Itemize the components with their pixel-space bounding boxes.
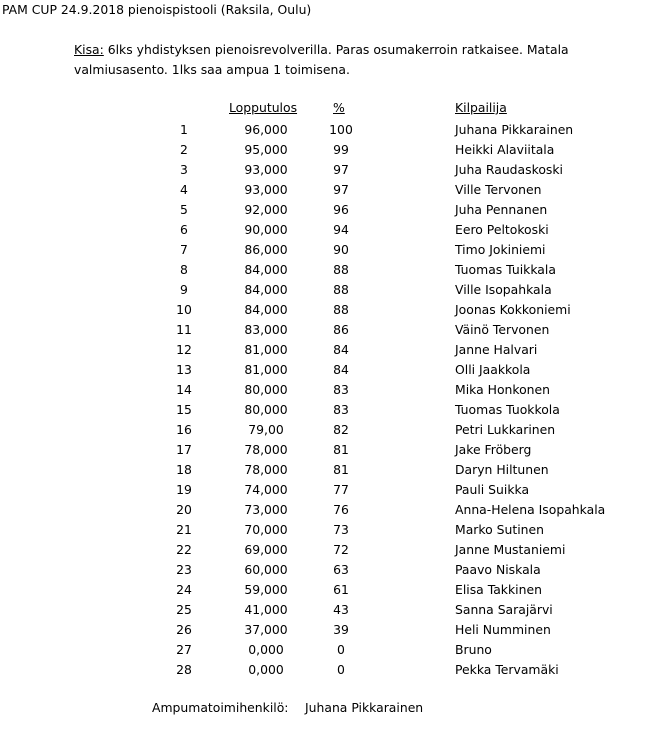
result-score: 93,000 (244, 182, 288, 197)
result-competitor-name: Pauli Suikka (455, 482, 530, 497)
result-rank: 9 (180, 282, 188, 297)
result-percent: 82 (333, 422, 349, 437)
result-row (0, 440, 669, 460)
result-competitor-name: Mika Honkonen (455, 382, 551, 397)
result-rank: 13 (176, 362, 192, 377)
result-rank: 1 (180, 122, 188, 137)
result-row (0, 460, 669, 480)
result-row (0, 180, 669, 200)
result-rank: 3 (180, 162, 188, 177)
result-competitor-name: Bruno (455, 642, 492, 657)
result-competitor-name: Timo Jokiniemi (455, 242, 546, 257)
result-rank: 28 (176, 662, 192, 677)
result-percent: 88 (333, 302, 349, 317)
result-competitor-name: Petri Lukkarinen (455, 422, 556, 437)
result-percent: 39 (333, 622, 349, 637)
result-row (0, 480, 669, 500)
result-competitor-name: Väinö Tervonen (455, 322, 550, 337)
result-row (0, 120, 669, 140)
result-percent: 77 (333, 482, 349, 497)
result-rank: 12 (176, 342, 192, 357)
result-percent: 88 (333, 262, 349, 277)
result-rank: 22 (176, 542, 192, 557)
result-score: 96,000 (244, 122, 288, 137)
result-percent: 100 (329, 122, 353, 137)
result-row (0, 640, 669, 660)
page-title: PAM CUP 24.9.2018 pienoispistooli (Raksila, Oulu) (2, 2, 312, 17)
result-score: 70,000 (244, 522, 288, 537)
result-rank: 5 (180, 202, 188, 217)
result-competitor-name: Juhana Pikkarainen (455, 122, 574, 137)
result-score: 80,000 (244, 382, 288, 397)
result-percent: 84 (333, 362, 349, 377)
result-score: 84,000 (244, 262, 288, 277)
result-score: 81,000 (244, 362, 288, 377)
result-percent: 84 (333, 342, 349, 357)
result-score: 78,000 (244, 462, 288, 477)
result-percent: 94 (333, 222, 349, 237)
result-row (0, 220, 669, 240)
result-percent: 81 (333, 442, 349, 457)
result-row (0, 540, 669, 560)
result-row (0, 260, 669, 280)
result-score: 0,000 (248, 662, 284, 677)
result-percent: 72 (333, 542, 349, 557)
result-percent: 83 (333, 402, 349, 417)
result-competitor-name: Joonas Kokkoniemi (455, 302, 571, 317)
result-score: 93,000 (244, 162, 288, 177)
result-row (0, 420, 669, 440)
column-header-competitor: Kilpailija (455, 100, 507, 115)
result-competitor-name: Heli Numminen (455, 622, 551, 637)
result-competitor-name: Tuomas Tuikkala (455, 262, 556, 277)
result-competitor-name: Janne Mustaniemi (455, 542, 566, 557)
result-score: 95,000 (244, 142, 288, 157)
result-rank: 26 (176, 622, 192, 637)
result-competitor-name: Heikki Alaviitala (455, 142, 555, 157)
result-score: 80,000 (244, 402, 288, 417)
result-competitor-name: Olli Jaakkola (455, 362, 531, 377)
result-row (0, 320, 669, 340)
result-row (0, 660, 669, 680)
result-competitor-name: Ville Tervonen (455, 182, 542, 197)
result-row (0, 340, 669, 360)
result-rank: 11 (176, 322, 192, 337)
result-competitor-name: Elisa Takkinen (455, 582, 542, 597)
result-rank: 16 (176, 422, 192, 437)
result-rank: 2 (180, 142, 188, 157)
result-competitor-name: Juha Raudaskoski (455, 162, 563, 177)
result-percent: 63 (333, 562, 349, 577)
result-percent: 90 (333, 242, 349, 257)
result-competitor-name: Anna-Helena Isopahkala (455, 502, 606, 517)
result-score: 90,000 (244, 222, 288, 237)
result-score: 69,000 (244, 542, 288, 557)
result-percent: 96 (333, 202, 349, 217)
result-percent: 97 (333, 182, 349, 197)
result-score: 37,000 (244, 622, 288, 637)
result-row (0, 620, 669, 640)
result-row (0, 160, 669, 180)
result-score: 83,000 (244, 322, 288, 337)
result-score: 92,000 (244, 202, 288, 217)
results-list (0, 120, 669, 680)
result-rank: 20 (176, 502, 192, 517)
result-score: 79,00 (248, 422, 284, 437)
result-competitor-name: Eero Peltokoski (455, 222, 549, 237)
result-row (0, 200, 669, 220)
result-rank: 24 (176, 582, 192, 597)
result-rank: 21 (176, 522, 192, 537)
result-competitor-name: Sanna Sarajärvi (455, 602, 553, 617)
result-score: 84,000 (244, 282, 288, 297)
column-header-score: Lopputulos (229, 100, 298, 115)
result-competitor-name: Daryn Hiltunen (455, 462, 549, 477)
result-row (0, 580, 669, 600)
result-percent: 0 (337, 662, 345, 677)
result-percent: 83 (333, 382, 349, 397)
result-rank: 27 (176, 642, 192, 657)
result-competitor-name: Juha Pennanen (455, 202, 548, 217)
result-percent: 61 (333, 582, 349, 597)
result-percent: 73 (333, 522, 349, 537)
result-score: 0,000 (248, 642, 284, 657)
result-percent: 0 (337, 642, 345, 657)
column-header-percent: % (333, 100, 345, 115)
result-percent: 97 (333, 162, 349, 177)
result-rank: 8 (180, 262, 188, 277)
result-competitor-name: Ville Isopahkala (455, 282, 552, 297)
result-score: 60,000 (244, 562, 288, 577)
result-rank: 15 (176, 402, 192, 417)
result-rank: 6 (180, 222, 188, 237)
result-row (0, 140, 669, 160)
result-rank: 25 (176, 602, 192, 617)
result-score: 84,000 (244, 302, 288, 317)
result-rank: 4 (180, 182, 188, 197)
result-percent: 43 (333, 602, 349, 617)
result-row (0, 280, 669, 300)
result-rank: 10 (176, 302, 192, 317)
result-row (0, 240, 669, 260)
result-competitor-name: Jake Fröberg (455, 442, 532, 457)
result-rank: 18 (176, 462, 192, 477)
range-officer-label: Ampumatoimihenkilö: (152, 700, 289, 715)
result-score: 41,000 (244, 602, 288, 617)
result-rank: 17 (176, 442, 192, 457)
result-competitor-name: Marko Sutinen (455, 522, 544, 537)
result-rank: 23 (176, 562, 192, 577)
result-row (0, 520, 669, 540)
result-score: 81,000 (244, 342, 288, 357)
result-competitor-name: Paavo Niskala (455, 562, 541, 577)
result-competitor-name: Pekka Tervamäki (455, 662, 559, 677)
result-score: 59,000 (244, 582, 288, 597)
result-rank: 19 (176, 482, 192, 497)
result-row (0, 600, 669, 620)
competition-description (74, 40, 594, 80)
result-score: 78,000 (244, 442, 288, 457)
result-score: 73,000 (244, 502, 288, 517)
result-score: 74,000 (244, 482, 288, 497)
result-percent: 86 (333, 322, 349, 337)
result-row (0, 400, 669, 420)
result-percent: 88 (333, 282, 349, 297)
result-row (0, 380, 669, 400)
result-rank: 7 (180, 242, 188, 257)
competition-text: 6lks yhdistyksen pienoisrevolverilla. Paras osumakerroin ratkaisee. Matala valmiusasento. 1lks saa ampua 1 toimisena. (74, 42, 569, 77)
result-percent: 99 (333, 142, 349, 157)
result-rank: 14 (176, 382, 192, 397)
result-score: 86,000 (244, 242, 288, 257)
result-percent: 81 (333, 462, 349, 477)
result-percent: 76 (333, 502, 349, 517)
result-row (0, 560, 669, 580)
range-officer-name: Juhana Pikkarainen (305, 700, 424, 715)
result-row (0, 500, 669, 520)
result-row (0, 300, 669, 320)
result-competitor-name: Tuomas Tuokkola (455, 402, 560, 417)
result-competitor-name: Janne Halvari (455, 342, 538, 357)
competition-label: Kisa: (74, 42, 104, 57)
result-row (0, 360, 669, 380)
